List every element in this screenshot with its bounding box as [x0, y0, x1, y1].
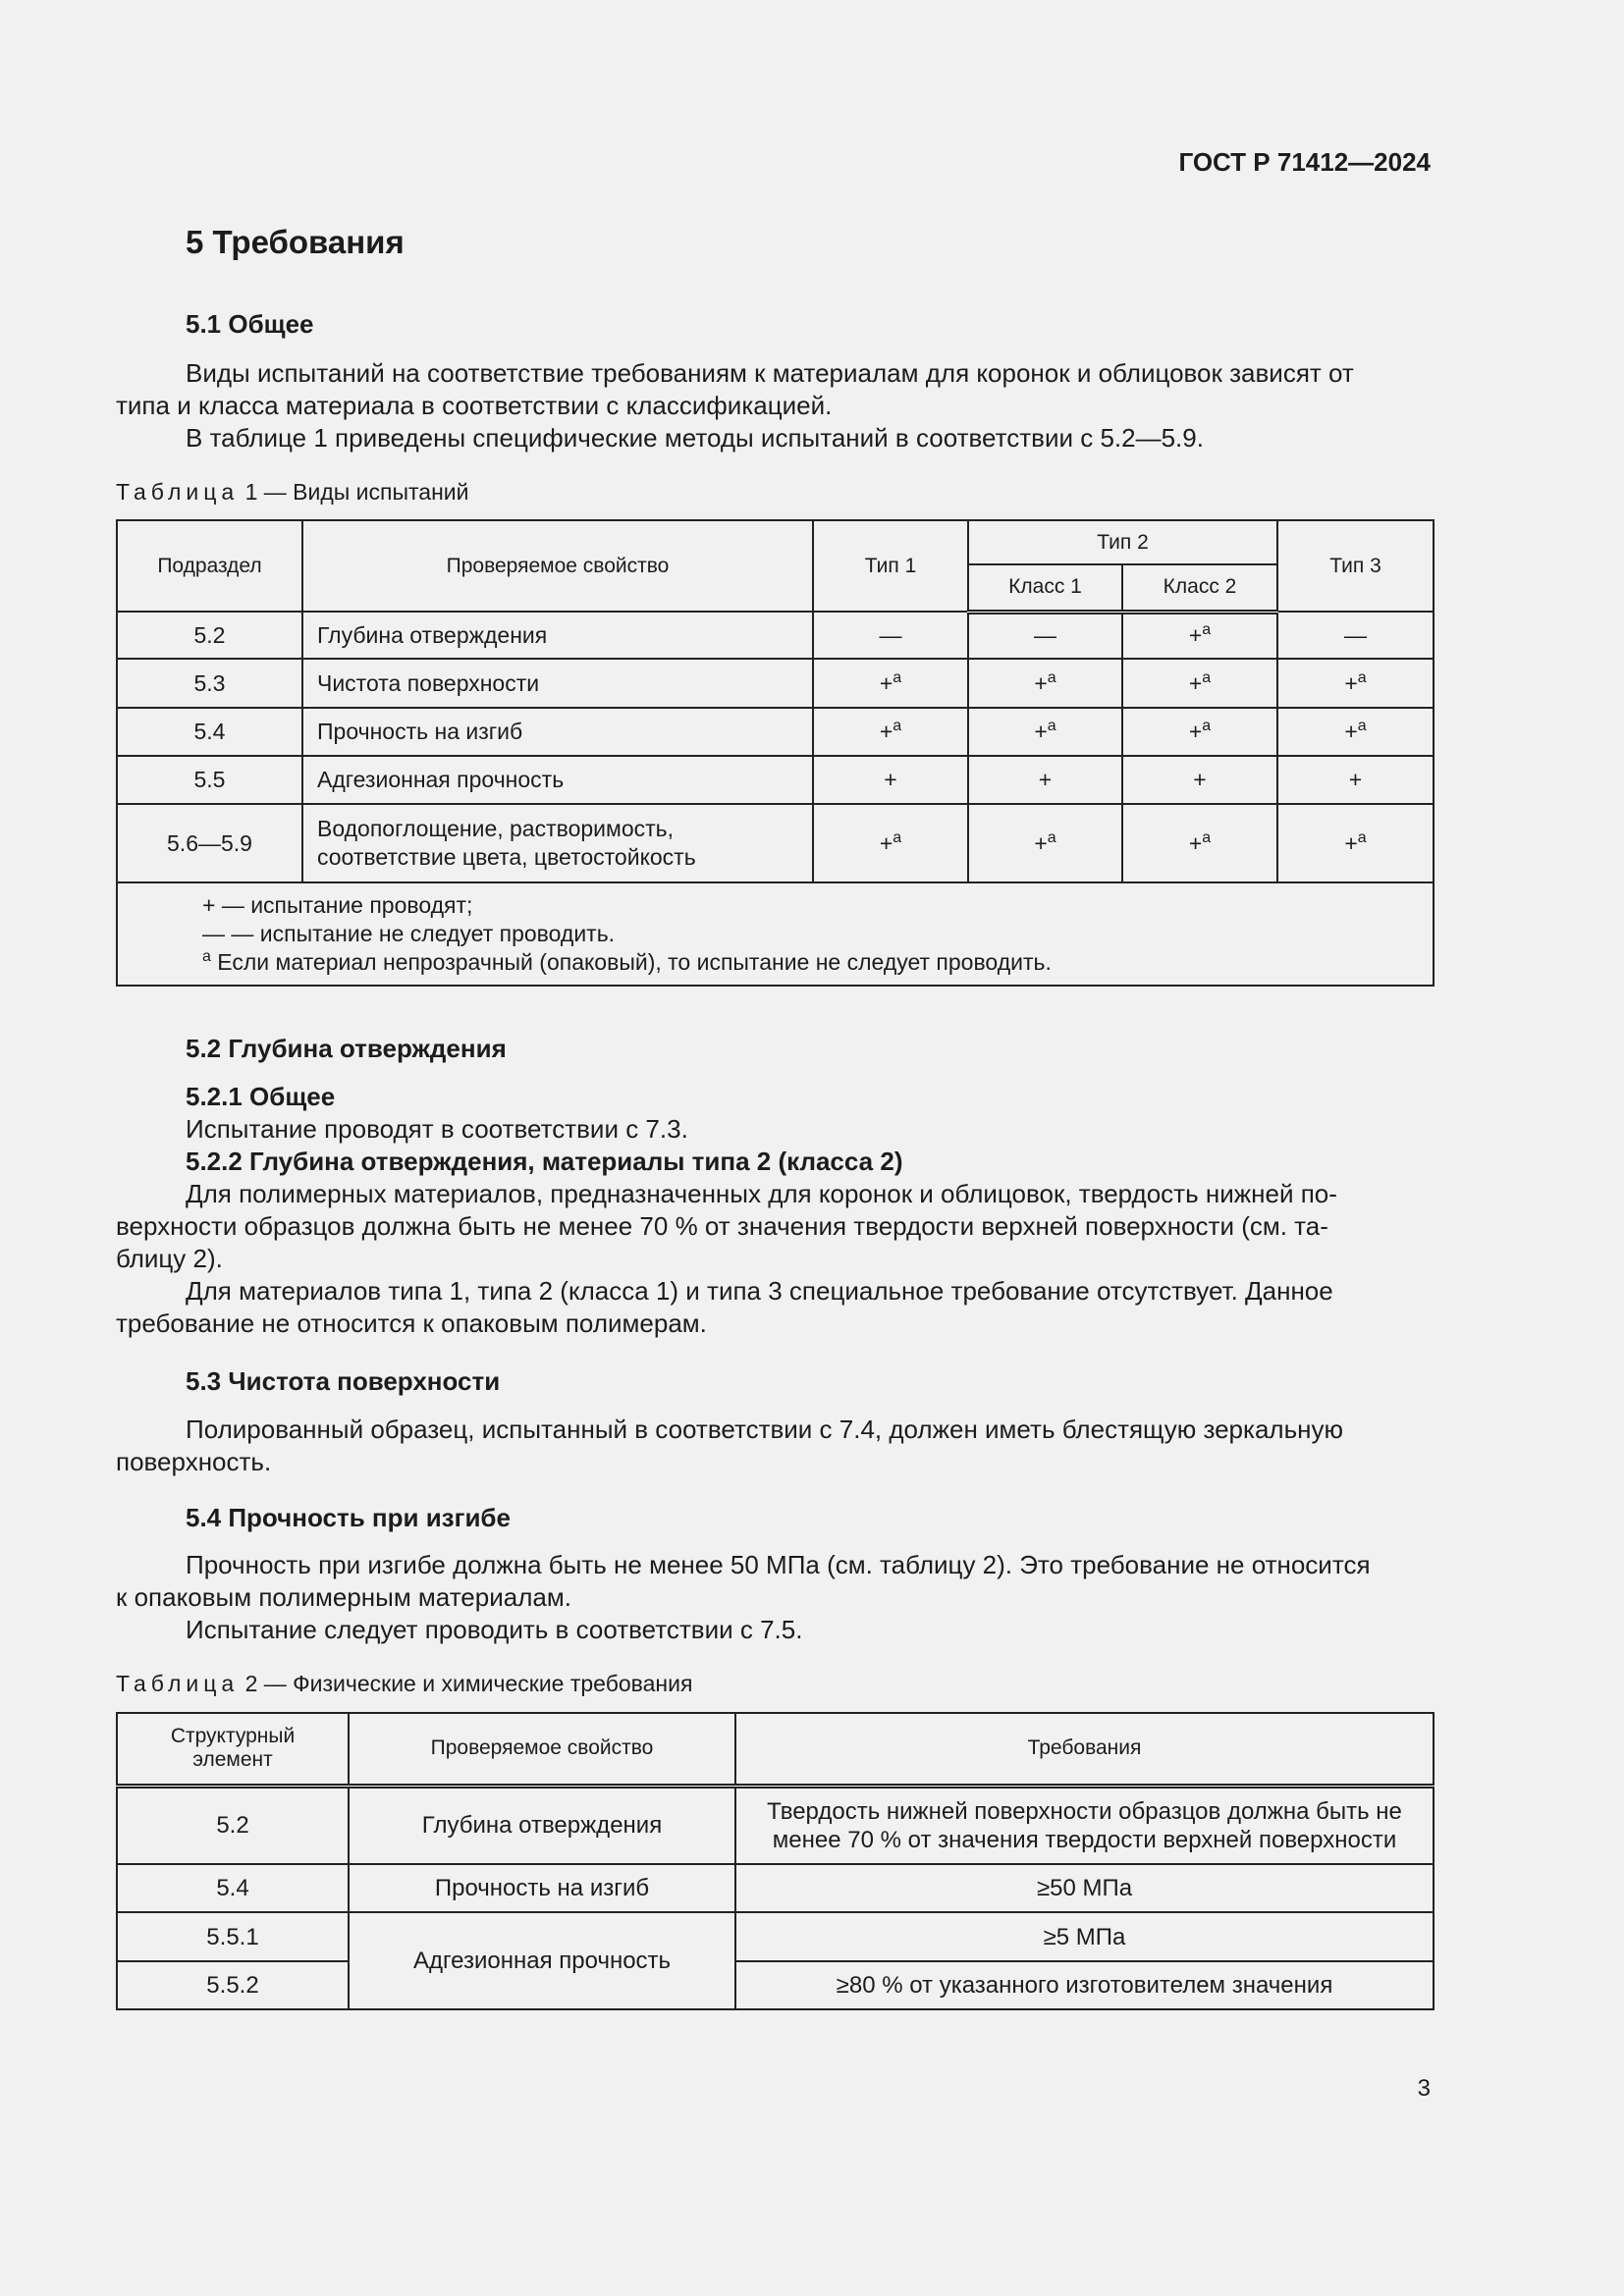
cell-type-3: [1277, 708, 1434, 756]
cell-subsection: 5.3: [117, 659, 302, 708]
mark: +: [1188, 669, 1203, 696]
header-property: Проверяемое свойство: [349, 1713, 735, 1786]
table-1-caption: [116, 479, 468, 506]
paragraph-line: Полированный образец, испытанный в соответствии с 7.4, должен иметь блестящую зеркальную: [186, 1415, 1343, 1444]
section-5-3-text: [116, 1414, 1431, 1478]
cell-property: Адгезионная прочность: [302, 756, 813, 804]
footnote-mark: a: [1202, 718, 1212, 734]
cell-class-1: [968, 804, 1122, 882]
cell-subsection: 5.4: [117, 708, 302, 756]
table-row: [117, 1912, 1434, 1961]
footnote-mark: a: [1357, 718, 1367, 734]
footnote-mark: a: [893, 828, 902, 846]
cell-class-2: [1122, 804, 1277, 882]
cell-subsection: 5.6—5.9: [117, 804, 302, 882]
paragraph-line: блицу 2).: [116, 1244, 223, 1273]
section-5-1-text: [116, 357, 1431, 454]
mark: +: [1034, 669, 1048, 696]
footnote-mark: a: [1047, 668, 1056, 686]
cell-requirement: ≥5 МПа: [735, 1912, 1434, 1961]
cell-property: Глубина отверждения: [349, 1786, 735, 1864]
caption-prefix: Таблица: [116, 1671, 240, 1696]
header-class-1: Класс 1: [968, 564, 1122, 612]
cell-property: Адгезионная прочность: [349, 1912, 735, 2009]
table-row: [117, 1864, 1434, 1912]
cell-property: Чистота поверхности: [302, 659, 813, 708]
mark: +: [1188, 719, 1203, 744]
note-line: — — испытание не следует проводить.: [202, 921, 616, 946]
cell-subsection: 5.2: [117, 612, 302, 659]
paragraph-line: поверхность.: [116, 1447, 272, 1476]
table-row: [117, 708, 1434, 756]
section-5-2-2-title: 5.2.2 Глубина отверждения, материалы типа 2 (класса 2): [186, 1147, 903, 1176]
header-type-1: Тип 1: [813, 520, 968, 612]
footnote-mark: a: [1202, 621, 1212, 639]
mark: +: [1344, 829, 1358, 856]
section-5-4-title: 5.4 Прочность при изгибе: [186, 1503, 511, 1532]
cell-property: Прочность на изгиб: [302, 708, 813, 756]
header-line: Структурный: [170, 1725, 296, 1748]
caption-prefix: Таблица: [116, 479, 240, 505]
footnote-mark: a: [1047, 828, 1056, 846]
footnote-mark: a: [202, 948, 211, 965]
cell-type-3: —: [1277, 612, 1434, 659]
cell-property: Прочность на изгиб: [349, 1864, 735, 1912]
header-element: [117, 1713, 349, 1786]
cell-type-1: [813, 659, 968, 708]
cell-type-3: [1277, 804, 1434, 882]
note-line: [202, 948, 1425, 977]
paragraph-line: к опаковым полимерным материалам.: [116, 1582, 571, 1612]
cell-property: [302, 804, 813, 882]
table-2-caption: [116, 1671, 692, 1697]
cell-type-1: —: [813, 612, 968, 659]
section-5-4-text: [116, 1549, 1431, 1646]
header-property: Проверяемое свойство: [302, 520, 813, 612]
mark: +: [1344, 669, 1358, 696]
table-row: [117, 804, 1434, 882]
paragraph-line: Виды испытаний на соответствие требованиям к материалам для коронок и облицовок зависят от: [186, 358, 1354, 388]
section-5-2-title: 5.2 Глубина отверждения: [186, 1034, 507, 1063]
table-row: [117, 1786, 1434, 1864]
mark: +: [1034, 719, 1048, 744]
footnote-mark: a: [1357, 828, 1367, 846]
paragraph-line: В таблице 1 приведены специфические методы испытаний в соответствии с 5.2—5.9.: [186, 423, 1204, 453]
paragraph-line: Для материалов типа 1, типа 2 (класса 1) и типа 3 специальное требование отсутствует. Данное: [186, 1276, 1333, 1306]
cell-subsection: 5.5: [117, 756, 302, 804]
mark: +: [879, 719, 893, 744]
header-type-3: Тип 3: [1277, 520, 1434, 612]
note-text: Если материал непрозрачный (опаковый), то испытание не следует проводить.: [210, 949, 1052, 975]
mark: +: [1188, 622, 1203, 649]
section-5-1-title: 5.1 Общее: [186, 309, 314, 339]
caption-text: 1 — Виды испытаний: [239, 479, 469, 505]
paragraph-line: Для полимерных материалов, предназначенных для коронок и облицовок, твердость нижней по-: [186, 1179, 1337, 1208]
footnote-mark: a: [1047, 718, 1056, 734]
header-subsection: Подраздел: [117, 520, 302, 612]
section-5-2-text: [116, 1113, 1431, 1340]
caption-text: 2 — Физические и химические требования: [239, 1671, 693, 1696]
note-line: + — испытание проводят;: [202, 892, 473, 918]
header-type-2: Тип 2: [968, 520, 1277, 564]
table-notes-row: [117, 882, 1434, 986]
mark: +: [1188, 829, 1203, 856]
property-line: соответствие цвета, цветостойкость: [317, 844, 696, 870]
cell-class-1: [968, 708, 1122, 756]
footnote-mark: a: [1202, 668, 1212, 686]
header-line: элемент: [192, 1748, 273, 1772]
cell-class-2: [1122, 708, 1277, 756]
table-row: [117, 659, 1434, 708]
paragraph-line: требование не относится к опаковым полимерам.: [116, 1308, 707, 1338]
mark: +: [1034, 829, 1048, 856]
cell-type-1: +: [813, 756, 968, 804]
table-notes: [117, 882, 1434, 986]
cell-class-1: +: [968, 756, 1122, 804]
cell-class-1: —: [968, 612, 1122, 659]
paragraph-line: верхности образцов должна быть не менее 70 % от значения твердости верхней поверхности (см. та-: [116, 1211, 1328, 1241]
cell-type-1: [813, 804, 968, 882]
cell-element: 5.5.2: [117, 1961, 349, 2009]
paragraph-line: Прочность при изгибе должна быть не менее 50 МПа (см. таблицу 2). Это требование не относится: [186, 1550, 1371, 1579]
paragraph-line: Испытание следует проводить в соответствии с 7.5.: [186, 1615, 803, 1644]
cell-element: 5.4: [117, 1864, 349, 1912]
mark: +: [879, 669, 893, 696]
footnote-mark: a: [1202, 828, 1212, 846]
cell-element: 5.2: [117, 1786, 349, 1864]
cell-class-2: [1122, 659, 1277, 708]
footnote-mark: a: [893, 718, 902, 734]
document-header: ГОСТ Р 71412—2024: [1178, 147, 1431, 177]
table-row: [117, 1961, 1434, 2009]
cell-type-3: +: [1277, 756, 1434, 804]
cell-requirement: ≥50 МПа: [735, 1864, 1434, 1912]
cell-property: Глубина отверждения: [302, 612, 813, 659]
section-5-3-title: 5.3 Чистота поверхности: [186, 1366, 501, 1396]
table-1: [116, 519, 1435, 987]
page-number: 3: [1417, 2075, 1431, 2102]
cell-element: 5.5.1: [117, 1912, 349, 1961]
footnote-mark: a: [893, 668, 902, 686]
paragraph-line: Испытание проводят в соответствии с 7.3.: [186, 1114, 688, 1144]
section-5-title: 5 Требования: [186, 224, 405, 260]
header-requirements: Требования: [735, 1713, 1434, 1786]
mark: +: [1344, 719, 1358, 744]
requirement-line: Твердость нижней поверхности образцов должна быть не: [767, 1797, 1402, 1825]
section-5-2-1-title: 5.2.1 Общее: [186, 1082, 336, 1111]
header-class-2: Класс 2: [1122, 564, 1277, 612]
cell-class-1: [968, 659, 1122, 708]
cell-requirement: ≥80 % от указанного изготовителем значения: [735, 1961, 1434, 2009]
property-line: Водопоглощение, растворимость,: [317, 816, 675, 841]
cell-requirement: [735, 1786, 1434, 1864]
cell-class-2: [1122, 612, 1277, 659]
cell-class-2: +: [1122, 756, 1277, 804]
table-2: [116, 1712, 1435, 2010]
cell-type-1: [813, 708, 968, 756]
footnote-mark: a: [1357, 668, 1367, 686]
table-row: [117, 612, 1434, 659]
table-row: [117, 756, 1434, 804]
cell-type-3: [1277, 659, 1434, 708]
mark: +: [879, 829, 893, 856]
requirement-line: менее 70 % от значения твердости верхней поверхности: [772, 1826, 1397, 1853]
paragraph-line: типа и класса материала в соответствии с классификацией.: [116, 391, 833, 420]
